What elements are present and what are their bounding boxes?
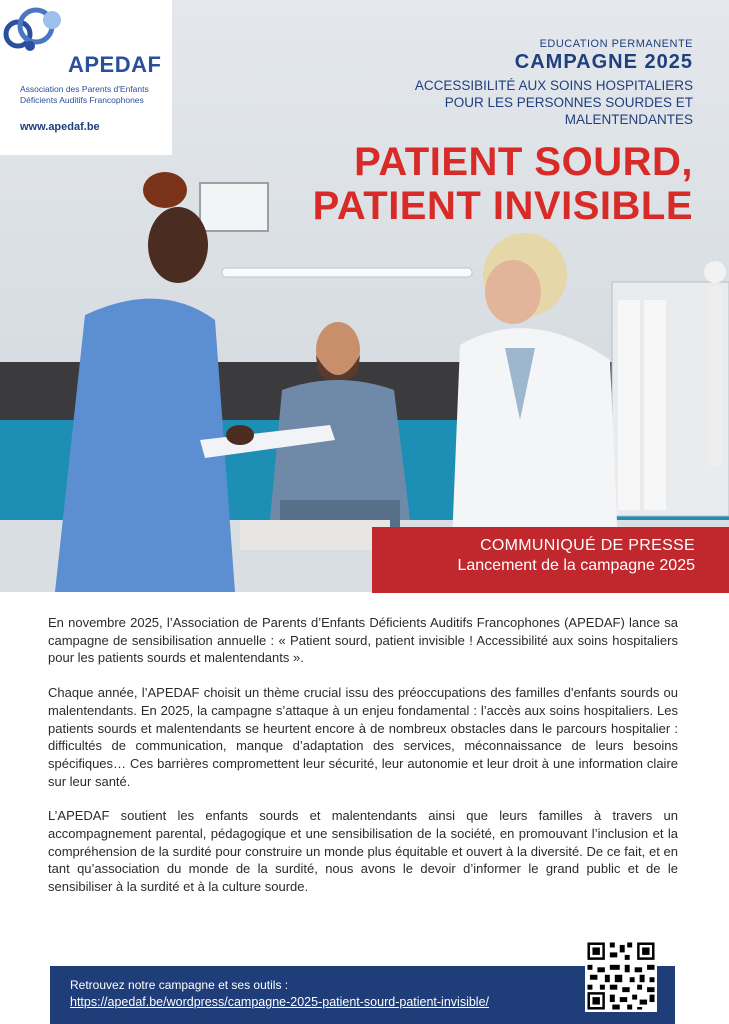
footer-intro: Retrouvez notre campagne et ses outils :: [70, 978, 289, 992]
footer-banner: [50, 966, 675, 1024]
launch-label: Lancement de la campagne 2025: [457, 557, 695, 574]
press-release-label: COMMUNIQUÉ DE PRESSE: [480, 537, 695, 554]
logo-name: APEDAF: [68, 52, 162, 77]
paragraph-1: En novembre 2025, l’Association de Parents d’Enfants Déficients Auditifs Francophones (APEDAF) lance sa campagne de sensibilisation annuelle : « Patient sourd, patient invisible ! Accessibilité aux soins hospitaliers pour les patients sourds et malentendants ».: [48, 615, 678, 666]
logo-url[interactable]: www.apedaf.be: [20, 121, 100, 133]
campaign-header: [373, 38, 693, 128]
logo-tagline: Association des Parents d'Enfants Déficients Auditifs Francophones: [20, 84, 149, 105]
logo-box: [0, 0, 172, 155]
paragraph-2: Chaque année, l’APEDAF choisit un thème crucial issu des préoccupations des familles d'enfants sourds ou malentendants. En 2025, la campagne s’attaque à un enjeu fondamental : l’accès aux soins hospitaliers. Les patients sourds et malentendants se heurtent encore à de nombreux obstacles dans le parcours hospitalier : difficultés de communication, manque d’adaptation des services, méconnaissance de leurs besoins spécifiques… Ces barrières compromettent leur sécurité, leur autonomie et leur droit à une information claire sur leur santé.: [48, 685, 678, 789]
article-body: [48, 614, 678, 913]
main-title: PATIENT SOURD, PATIENT INVISIBLE: [312, 140, 693, 228]
accessibility-subtitle: ACCESSIBILITÉ AUX SOINS HOSPITALIERS POUR LES PERSONNES SOURDES ET MALENTENDANTES: [414, 78, 693, 127]
education-label: EDUCATION PERMANENTE: [539, 38, 693, 50]
qr-code-icon[interactable]: [585, 940, 657, 1012]
campaign-link[interactable]: https://apedaf.be/wordpress/campagne-2025-patient-sourd-patient-invisible/: [70, 995, 489, 1009]
paragraph-3: L’APEDAF soutient les enfants sourds et malentendants ainsi que leurs familles à travers un accompagnement parental, pédagogique et une sensibilisation de la société, en promouvant l’inclusion et la compréhension de la surdité pour construire un monde plus équitable et ouvert à la diversité. De ce fait, et en tant qu’association du monde de la surdité, nous avons le devoir d’informer le grand public et de le sensibiliser à la surdité et à la culture sourde.: [48, 808, 678, 895]
campaign-label: CAMPAGNE 2025: [514, 51, 693, 73]
press-release-banner: [372, 527, 729, 593]
